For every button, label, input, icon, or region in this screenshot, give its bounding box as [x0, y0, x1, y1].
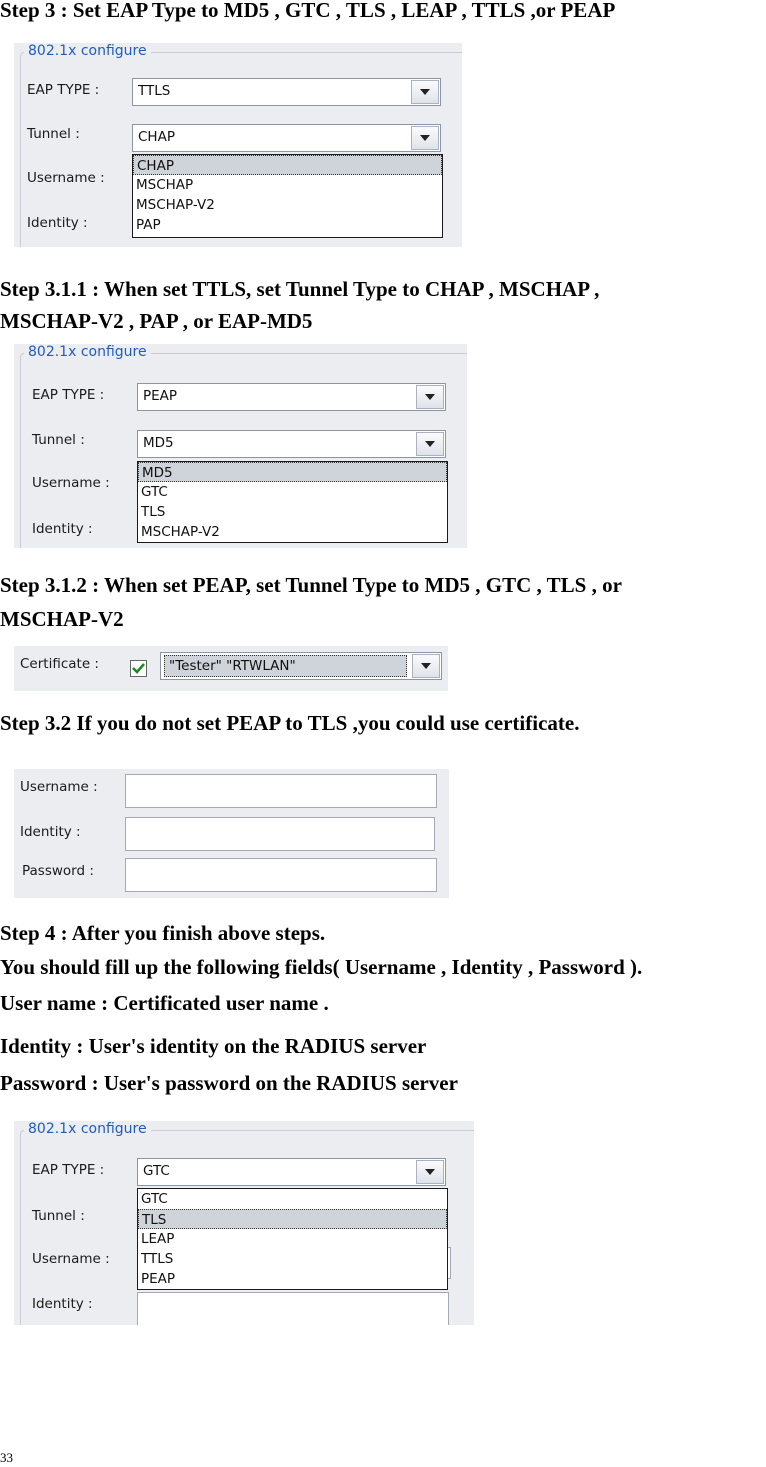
identity-field[interactable] [125, 817, 435, 851]
step3-text: Step 3 : Set EAP Type to MD5 , GTC , TLS , LEAP , TTLS ,or PEAP [0, 0, 616, 22]
dropdown-option[interactable]: MSCHAP [136, 177, 194, 193]
eap-type-select[interactable] [137, 383, 446, 411]
step312-text-line2: MSCHAP-V2 [0, 607, 124, 631]
config-screenshot-peap [14, 344, 467, 548]
eap-type-select[interactable] [137, 1158, 446, 1186]
step311-text-line1: Step 3.1.1 : When set TTLS, set Tunnel Type to CHAP , MSCHAP , [0, 277, 600, 301]
tunnel-value: MD5 [143, 435, 174, 451]
identity-label: Identity : [32, 1296, 93, 1312]
chevron-down-icon[interactable] [416, 385, 444, 409]
certificate-label: Certificate : [20, 656, 99, 672]
dropdown-option[interactable]: TLS [141, 504, 166, 520]
tunnel-label: Tunnel : [32, 432, 85, 448]
checkmark-icon [131, 661, 146, 676]
group-legend: 802.1x configure [24, 1121, 151, 1137]
username-field[interactable] [125, 774, 437, 808]
identity-label: Identity : [27, 215, 88, 231]
eap-type-dropdown[interactable] [137, 1188, 448, 1290]
tunnel-label: Tunnel : [27, 126, 80, 142]
group-legend: 802.1x configure [24, 344, 151, 360]
chevron-down-icon[interactable] [411, 126, 439, 150]
certificate-checkbox[interactable] [130, 660, 147, 677]
config-screenshot-ttls [14, 43, 462, 247]
tunnel-dropdown[interactable] [137, 461, 448, 543]
certificate-value: "Tester" "RTWLAN" [164, 655, 407, 677]
tunnel-select[interactable] [137, 430, 446, 458]
password-label: Password : [22, 863, 94, 879]
eap-type-label: EAP TYPE : [32, 387, 105, 403]
step312-text-line1: Step 3.1.2 : When set PEAP, set Tunnel Type to MD5 , GTC , TLS , or [0, 573, 622, 597]
dropdown-option[interactable]: CHAP [133, 155, 442, 175]
group-legend: 802.1x configure [24, 43, 151, 59]
tunnel-value: CHAP [138, 129, 175, 145]
dropdown-option[interactable]: GTC [141, 484, 168, 500]
chevron-down-icon[interactable] [416, 1160, 444, 1184]
eap-type-label: EAP TYPE : [32, 1162, 105, 1178]
username-label: Username : [20, 779, 98, 795]
chevron-down-icon[interactable] [411, 80, 439, 104]
password-field[interactable] [125, 858, 437, 892]
certificate-select[interactable] [160, 652, 442, 680]
identity-description: Identity : User's identity on the RADIUS server [0, 1034, 427, 1058]
tunnel-dropdown[interactable] [132, 154, 443, 238]
step32-text: Step 3.2 If you do not set PEAP to TLS ,you could use certificate. [0, 711, 580, 735]
identity-field[interactable] [137, 1292, 449, 1325]
tunnel-label: Tunnel : [32, 1208, 85, 1224]
identity-label: Identity : [32, 521, 93, 537]
username-label: Username : [32, 475, 110, 491]
username-label: Username : [32, 1251, 110, 1267]
config-screenshot-gtc [14, 1121, 474, 1325]
username-description: User name : Certificated user name . [0, 991, 329, 1015]
certificate-screenshot [14, 646, 448, 691]
identity-label: Identity : [20, 824, 81, 840]
chevron-down-icon[interactable] [412, 654, 440, 678]
step311-text-line2: MSCHAP-V2 , PAP , or EAP-MD5 [0, 309, 313, 333]
eap-type-value: PEAP [143, 388, 178, 404]
username-label: Username : [27, 170, 105, 186]
dropdown-option[interactable]: MD5 [138, 462, 447, 482]
password-description: Password : User's password on the RADIUS server [0, 1071, 458, 1095]
dropdown-option[interactable]: GTC [141, 1191, 168, 1207]
dropdown-option[interactable]: MSCHAP-V2 [141, 524, 220, 540]
eap-type-label: EAP TYPE : [27, 82, 100, 98]
credentials-screenshot [14, 769, 449, 898]
dropdown-option[interactable]: TLS [138, 1209, 447, 1229]
eap-type-value: GTC [143, 1163, 170, 1179]
fill-fields-text: You should fill up the following fields( Username , Identity , Password ). [0, 955, 643, 979]
eap-type-select[interactable] [132, 78, 441, 106]
dropdown-option[interactable]: MSCHAP-V2 [136, 197, 215, 213]
dropdown-option[interactable]: TTLS [141, 1251, 174, 1267]
eap-type-value: TTLS [138, 83, 171, 99]
dropdown-option[interactable]: PEAP [141, 1271, 176, 1287]
step4-text: Step 4 : After you finish above steps. [0, 921, 326, 945]
page-number: 33 [0, 1450, 13, 1465]
tunnel-select[interactable] [132, 124, 441, 152]
chevron-down-icon[interactable] [416, 432, 444, 456]
dropdown-option[interactable]: LEAP [141, 1231, 175, 1247]
dropdown-option[interactable]: PAP [136, 217, 161, 233]
